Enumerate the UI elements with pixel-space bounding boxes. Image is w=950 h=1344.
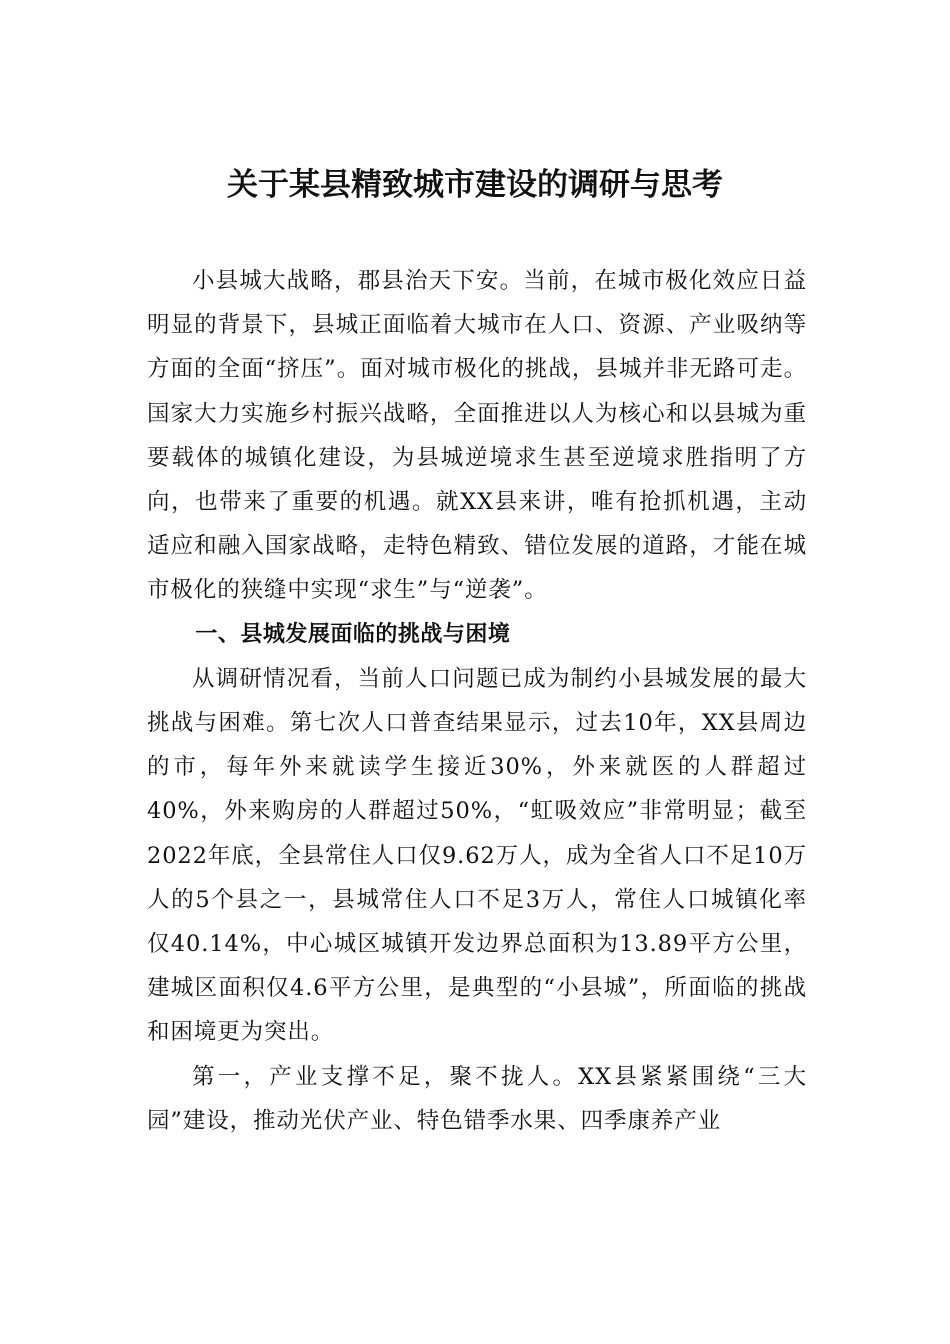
document-body (147, 259, 807, 1143)
intro-paragraph: 小县城大战略，郡县治天下安。当前，在城市极化效应日益明显的背景下，县城正面临着大城市在人口、资源、产业吸纳等方面的全面“挤压”。面对城市极化的挑战，县城并非无路可走。国家大力实施乡村振兴战略，全面推进以人为核心和以县城为重要载体的城镇化建设，为县城逆境求生甚至逆境求胜指明了方向，也带来了重要的机遇。就XX县来讲，唯有抢抓机遇，主动适应和融入国家战略，走特色精致、错位发展的道路，才能在城市极化的狭缝中实现“求生”与“逆袭”。 (147, 268, 807, 604)
document-title: 关于某县精致城市建设的调研与思考 (227, 167, 723, 203)
section-heading-1: 一、县城发展面临的挑战与困境 (195, 621, 511, 647)
section1-paragraph-1: 从调研情况看，当前人口问题已成为制约小县城发展的最大挑战与困难。第七次人口普查结果显示，过去10年，XX县周边的市，每年外来就读学生接近30%，外来就医的人群超过40%，外来购房的人群超过50%，“虹吸效应”非常明显；截至2022年底，全县常住人口仅9.62万人，成为全省人口不足10万人的5个县之一，县城常住人口不足3万人，常住人口城镇化率仅40.14%，中心城区城镇开发边界总面积为13.89平方公里，建城区面积仅4.6平方公里，是典型的“小县城”，所面临的挑战和困境更为突出。 (147, 665, 807, 1046)
section1-paragraph-2: 第一，产业支撑不足，聚不拢人。XX县紧紧围绕“三大园”建设，推动光伏产业、特色错季水果、四季康养产业 (147, 1063, 807, 1134)
